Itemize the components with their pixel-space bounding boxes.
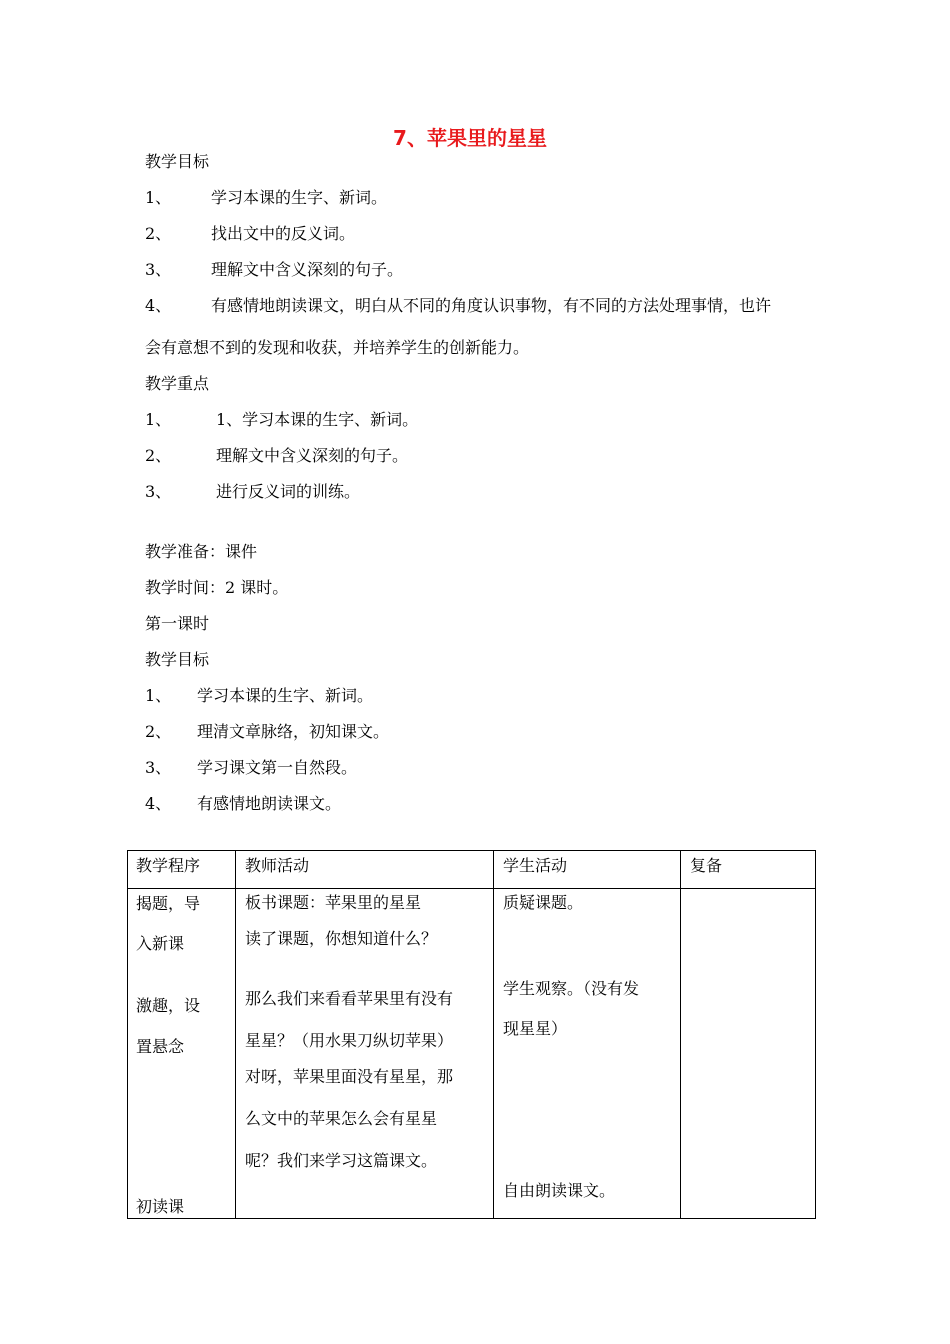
- lesson-goal-text-3: 学习课文第一自然段。: [197, 758, 358, 777]
- student-line-4: 自由朗读课文。: [503, 1181, 616, 1200]
- teacher-line-7: 呢？我们来学习这篇课文。: [245, 1151, 438, 1170]
- table-header-row: [128, 851, 816, 889]
- procedure-line-2: 入新课: [136, 934, 185, 953]
- header-procedure-label: 教学程序: [136, 856, 201, 875]
- header-student-label: 学生活动: [503, 856, 568, 875]
- teacher-cell: [236, 889, 494, 1219]
- procedure-line-3: 激趣，设: [136, 996, 201, 1015]
- teacher-line-6: 么文中的苹果怎么会有星星: [245, 1109, 438, 1128]
- keypoints-heading: 教学重点: [145, 374, 210, 393]
- time-line: 教学时间：2 课时。: [145, 578, 289, 597]
- lesson-goal-text-1: 学习本课的生字、新词。: [197, 686, 374, 705]
- lesson-goal-num-1: 1、: [145, 686, 172, 705]
- teacher-line-2: 读了课题，你想知道什么？: [245, 929, 438, 948]
- teacher-line-5: 对呀，苹果里面没有星星，那: [245, 1067, 454, 1086]
- header-teacher-label: 教师活动: [245, 856, 310, 875]
- first-lesson-heading: 第一课时: [145, 614, 210, 633]
- teacher-line-3: 那么我们来看看苹果里有没有: [245, 989, 454, 1008]
- goal-num-3: 3、: [145, 260, 172, 279]
- lesson-goal-num-4: 4、: [145, 794, 172, 813]
- notes-cell: [681, 889, 816, 1219]
- lesson-goal-num-3: 3、: [145, 758, 172, 777]
- lesson-goal-num-2: 2、: [145, 722, 172, 741]
- student-line-3: 现星星）: [503, 1019, 568, 1038]
- lesson-goal-text-2: 理清文章脉络，初知课文。: [197, 722, 390, 741]
- student-cell: [494, 889, 681, 1219]
- keypoint-text-2: 理解文中含义深刻的句子。: [216, 446, 409, 465]
- goal-num-4: 4、: [145, 296, 172, 315]
- keypoint-text-3: 进行反义词的训练。: [216, 482, 361, 501]
- teacher-line-1: 板书课题：苹果里的星星: [245, 893, 422, 912]
- procedure-line-5: 初读课: [136, 1197, 185, 1216]
- keypoint-num-3: 3、: [145, 482, 172, 501]
- keypoint-num-1: 1、: [145, 410, 172, 429]
- keypoint-num-2: 2、: [145, 446, 172, 465]
- procedure-line-1: 揭题，导: [136, 894, 201, 913]
- goal-text-4: 有感情地朗读课文，明白从不同的角度认识事物，有不同的方法处理事情，也许: [211, 296, 772, 315]
- table-row: [128, 889, 816, 1219]
- goal-text-2: 找出文中的反义词。: [211, 224, 356, 243]
- procedure-line-4: 置悬念: [136, 1037, 185, 1056]
- lesson-goal-text-4: 有感情地朗读课文。: [197, 794, 342, 813]
- lesson-table: [127, 850, 816, 1219]
- procedure-cell: [128, 889, 236, 1219]
- keypoint-text-1: 1、学习本课的生字、新词。: [216, 410, 419, 429]
- lesson-goals-heading: 教学目标: [145, 650, 210, 669]
- header-teacher: [236, 851, 494, 889]
- prep-line: 教学准备：课件: [145, 542, 258, 561]
- goals-heading: 教学目标: [145, 152, 210, 171]
- goal-text-1: 学习本课的生字、新词。: [211, 188, 388, 207]
- student-line-2: 学生观察。（没有发: [503, 979, 640, 998]
- goal-num-1: 1、: [145, 188, 172, 207]
- header-student: [494, 851, 681, 889]
- goal-num-2: 2、: [145, 224, 172, 243]
- page-title: 7、苹果里的星星: [393, 126, 547, 150]
- header-notes-label: 复备: [690, 856, 723, 875]
- teacher-line-4: 星星？（用水果刀纵切苹果）: [245, 1031, 454, 1050]
- header-notes: [681, 851, 816, 889]
- student-line-1: 质疑课题。: [503, 893, 584, 912]
- header-procedure: [128, 851, 236, 889]
- goal-text-3: 理解文中含义深刻的句子。: [211, 260, 404, 279]
- goal-text-4-cont: 会有意想不到的发现和收获，并培养学生的创新能力。: [145, 338, 530, 357]
